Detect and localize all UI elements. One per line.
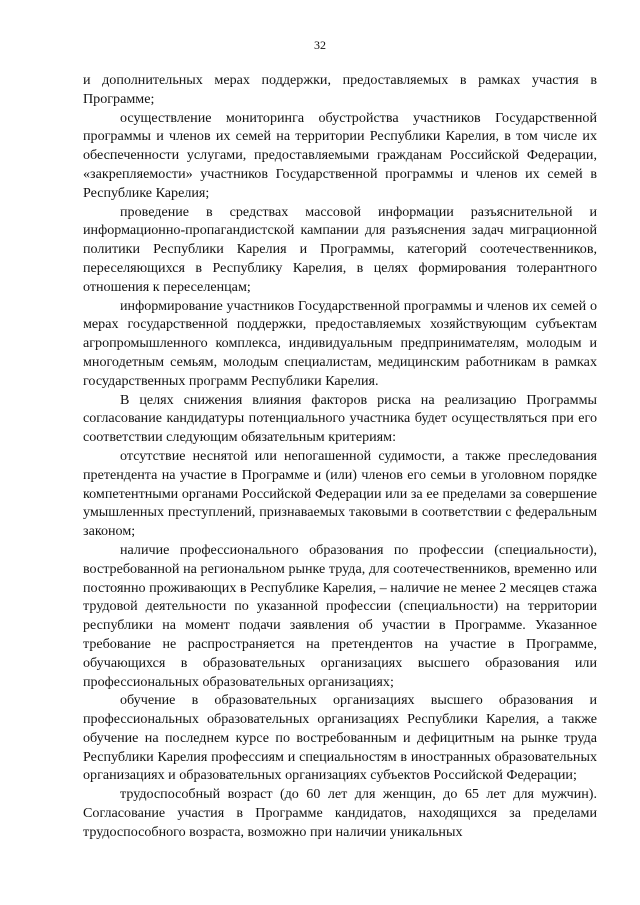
paragraph-professional-education: наличие профессионального образования по профессии (специальности), востребованной на региональном рынке труда, для соотечественников, временно или постоянно проживающих в Республике Карелия, – наличие не менее 2 месяцев стажа трудовой деятельности по указанной профессии (специальности) на территории республики на момент подачи заявления об участии в Программе. Указанное требование не распространяется на претендентов на участие в Программе, обучающихся в образовательных организациях высшего образования или профессиональных образовательных организациях; xyxy=(83,541,597,690)
page-number: 32 xyxy=(314,38,326,52)
paragraph-monitoring: осуществление мониторинга обустройства участников Государственной программы и членов их семей на территории Республики Карелия, в том числе их обеспеченности услугами, предоставляемыми гражданам Российской Федерации, «закрепляемости» участников Государственной программы и членов их семей в Республике Карелия; xyxy=(83,109,597,201)
paragraph-risk-criteria: В целях снижения влияния факторов риска на реализацию Программы согласование кандидатуры потенциального участника будет осуществляться при его соответствии следующим обязательным критериям: xyxy=(83,391,597,446)
paragraph-continuation: и дополнительных мерах поддержки, предоставляемых в рамках участия в Программе; xyxy=(83,72,597,107)
paragraph-training: обучение в образовательных организациях высшего образования и профессиональных образовательных организациях Республики Карелия, а также обучение на последнем курсе по востребованным и дефицитным на рынке труда Республики Карелия профессиям и специальностям в иностранных образовательных организациях и образовательных организациях субъектов Российской Федерации; xyxy=(83,692,597,784)
paragraph-working-age: трудоспособный возраст (до 60 лет для женщин, до 65 лет для мужчин). Согласование участия в Программе кандидатов, находящихся за пределами трудоспособного возраста, возможно при наличии уникальных xyxy=(83,786,597,840)
paragraph-informing: информирование участников Государственной программы и членов их семей о мерах государственной поддержки, предоставляемых хозяйствующим субъектам агропромышленного комплекса, индивидуальным предпринимателям, молодым и многодетным семьям, молодым специалистам, медицинским работникам в рамках государственных программ Республики Карелия. xyxy=(83,297,597,389)
paragraph-media-campaign: проведение в средствах массовой информации разъяснительной и информационно-пропагандистской кампании для разъяснения задач миграционной политики Республики Карелия и Программы, категорий соотечественников, переселяющихся в Республику Карелия, в целях формирования толерантного отношения к переселенцам; xyxy=(83,203,597,295)
document-body xyxy=(83,71,597,842)
paragraph-criminal-record: отсутствие неснятой или непогашенной судимости, а также преследования претендента на участие в Программе и (или) членов его семьи в уголовном порядке компетентными органами Российской Федерации или за ее пределами за совершение умышленных преступлений, признаваемых таковыми в соответствии с федеральным законом; xyxy=(83,447,597,540)
